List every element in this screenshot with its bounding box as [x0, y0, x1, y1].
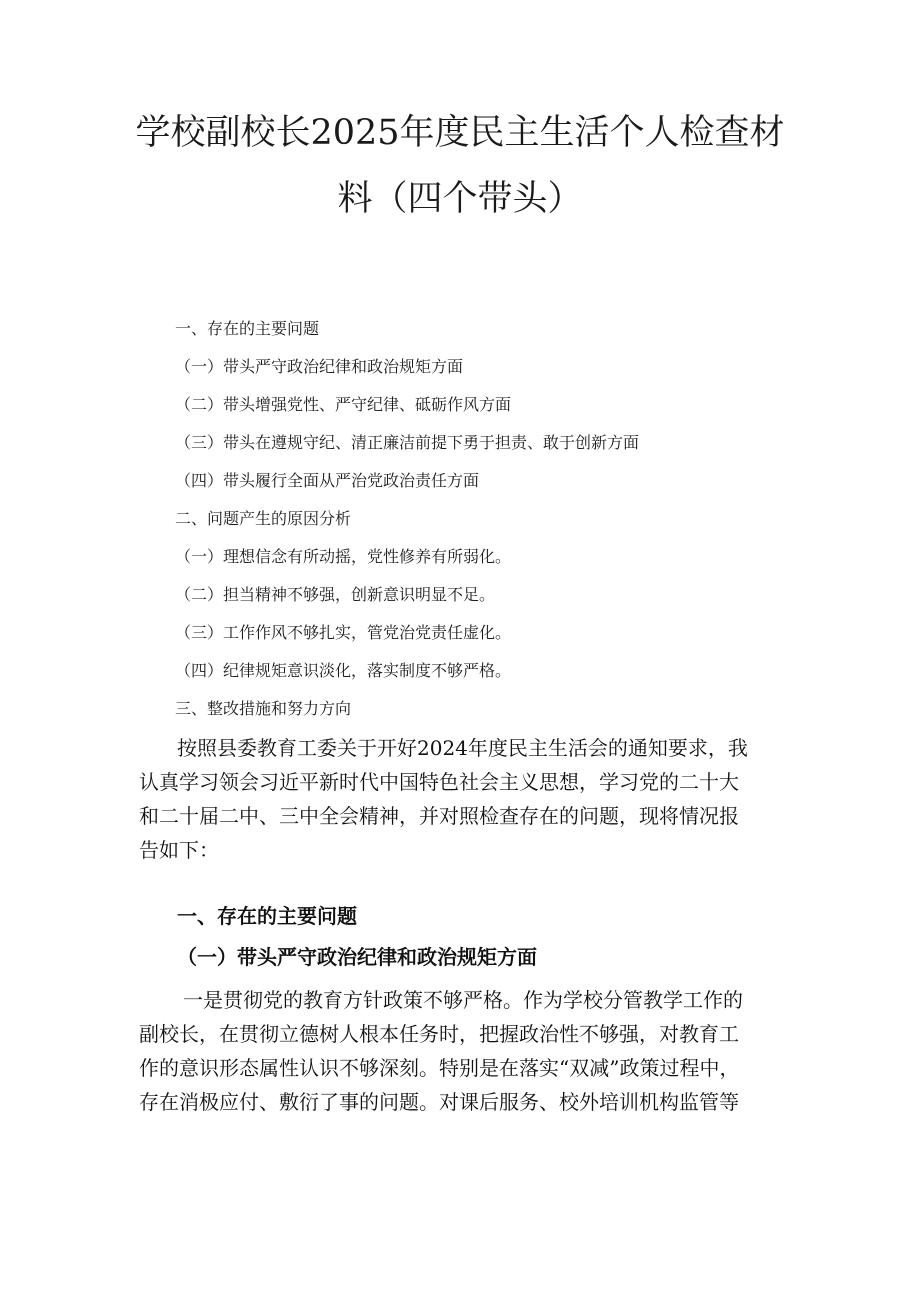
- document-title-line-1: 学校副校长2025年度民主生活个人检查材: [135, 113, 785, 153]
- section-heading: 一、存在的主要问题: [177, 904, 357, 928]
- section-subheading: （一）带头严守政治纪律和政治规矩方面: [177, 945, 537, 969]
- paragraph-line: 副校长，在贯彻立德树人根本任务时，把握政治性不够强，对教育工: [139, 1022, 739, 1046]
- body-paragraph: [139, 983, 785, 1119]
- toc-item: 一、存在的主要问题: [175, 319, 320, 338]
- toc-item: （一）理想信念有所动摇，党性修养有所弱化。: [175, 547, 512, 566]
- document-title-line-2: 料（四个带头）: [337, 179, 583, 219]
- toc-item: （四）带头履行全面从严治党政治责任方面: [175, 471, 480, 490]
- paragraph-line: 按照县委教育工委关于开好2024年度民主生活会的通知要求，我: [177, 736, 748, 760]
- toc-item: （四）纪律规矩意识淡化，落实制度不够严格。: [175, 661, 512, 680]
- toc-item: （一）带头严守政治纪律和政治规矩方面: [175, 357, 464, 376]
- paragraph-line: 存在消极应付、敷衍了事的问题。对课后服务、校外培训机构监管等: [139, 1090, 739, 1114]
- toc-item: （三）工作作风不够扎实，管党治党责任虚化。: [175, 623, 512, 642]
- toc-item: 二、问题产生的原因分析: [175, 509, 352, 528]
- paragraph-line: 认真学习领会习近平新时代中国特色社会主义思想，学习党的二十大: [139, 770, 739, 794]
- toc-item: 三、整改措施和努力方向: [175, 699, 352, 718]
- paragraph-line: 和二十届二中、三中全会精神，并对照检查存在的问题，现将情况报: [139, 804, 739, 828]
- toc-item: （二）带头增强党性、严守纪律、砥砺作风方面: [175, 395, 512, 414]
- toc-item: （三）带头在遵规守纪、清正廉洁前提下勇于担责、敢于创新方面: [175, 433, 640, 452]
- toc-item: （二）担当精神不够强，创新意识明显不足。: [175, 585, 496, 604]
- paragraph-line: 告如下：: [139, 838, 219, 862]
- paragraph-line: 一是贯彻党的教育方针政策不够严格。作为学校分管教学工作的: [183, 988, 743, 1012]
- paragraph-line: 作的意识形态属性认识不够深刻。特别是在落实“双减”政策过程中，: [139, 1056, 740, 1080]
- intro-paragraph: [139, 731, 785, 867]
